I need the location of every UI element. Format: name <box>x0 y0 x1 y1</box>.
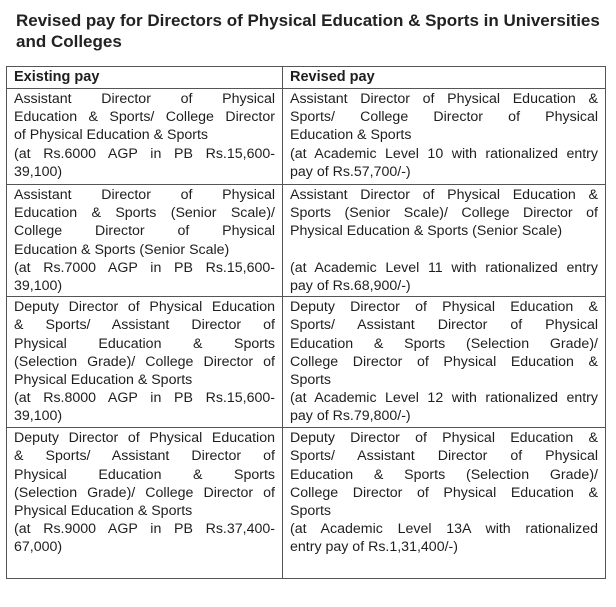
text-line: 67,000) <box>14 539 63 556</box>
text-line: Physical Education & Sports <box>14 372 193 389</box>
text-line: College Director of Physical Education & <box>290 484 598 501</box>
text-line: pay of Rs.57,700/-) <box>290 163 411 180</box>
title-line-1: Revised pay for Directors of Physical Education & Sports in Universities <box>16 11 600 30</box>
text-line: Education & Sports/ College Director <box>14 109 275 126</box>
text-line: (at Rs.9000 AGP in PB Rs.37,400- <box>14 521 275 538</box>
blank-line <box>290 241 598 259</box>
document-title <box>16 10 612 52</box>
revised-pay-cell <box>283 185 606 297</box>
text-line: entry pay of Rs.1,31,400/-) <box>290 539 458 556</box>
table-row <box>7 185 606 297</box>
text-line: (Selection Grade)/ College Director of <box>14 484 275 501</box>
text-line: Physical Education & Sports (Senior Scale) <box>290 223 563 240</box>
text-line: Deputy Director of Physical Education & <box>290 299 598 316</box>
existing-pay-cell <box>7 89 283 185</box>
text-line: Sports/ Assistant Director of Physical <box>290 448 598 465</box>
text-line: 39,100) <box>14 278 63 295</box>
text-line: Sports/ College Director of Physical <box>290 109 598 126</box>
revised-pay-cell <box>283 297 606 428</box>
text-line: (at Rs.7000 AGP in PB Rs.15,600- <box>14 259 275 276</box>
text-line: (Selection Grade)/ College Director of <box>14 353 275 370</box>
text-line: Physical Education & Sports <box>14 503 193 520</box>
text-line: of Physical Education & Sports <box>14 127 208 144</box>
text-line: (at Academic Level 13A with rationalized <box>290 521 598 538</box>
pay-revision-table <box>6 66 606 579</box>
existing-pay-cell <box>7 185 283 297</box>
text-line: Sports (Senior Scale)/ College Director of <box>290 205 598 222</box>
text-line: Physical Education & Sports <box>14 466 275 483</box>
text-line: College Director of Physical Education & <box>290 353 598 370</box>
text-line: (at Rs.8000 AGP in PB Rs.15,600- <box>14 390 275 407</box>
text-line: (at Academic Level 11 with rationalized entry <box>290 259 598 276</box>
text-line: Education & Sports <box>290 127 412 144</box>
title-line-2: and Colleges <box>16 32 122 51</box>
revised-pay-cell <box>283 89 606 185</box>
text-line: pay of Rs.68,900/-) <box>290 278 411 294</box>
text-line: Education & Sports (Selection Grade)/ <box>290 466 598 483</box>
table-row <box>7 428 606 579</box>
text-line: Assistant Director of Physical <box>14 187 275 203</box>
existing-pay-cell <box>7 428 283 579</box>
text-line: Deputy Director of Physical Education <box>14 299 275 316</box>
text-line: Sports <box>290 372 332 389</box>
text-line: Deputy Director of Physical Education & <box>290 430 598 447</box>
header-revised-pay: Revised pay <box>283 67 606 89</box>
text-line: 39,100) <box>14 163 63 180</box>
text-line: Assistant Director of Physical Education & <box>290 187 598 203</box>
text-line: (at Academic Level 10 with rationalized entry <box>290 145 598 162</box>
text-line: Assistant Director of Physical <box>14 91 275 107</box>
text-line: Assistant Director of Physical Education & <box>290 91 598 107</box>
text-line: Physical Education & Sports <box>14 335 275 352</box>
text-line: Education & Sports (Selection Grade)/ <box>290 335 598 352</box>
text-line: Deputy Director of Physical Education <box>14 430 275 447</box>
text-line: Education & Sports (Senior Scale) <box>14 241 230 258</box>
revised-pay-cell <box>283 428 606 579</box>
table-header-row <box>7 67 606 89</box>
existing-pay-cell <box>7 297 283 428</box>
text-line: & Sports/ Assistant Director of <box>14 448 275 465</box>
header-existing-pay: Existing pay <box>7 67 283 89</box>
text-line: (at Academic Level 12 with rationalized entry <box>290 390 598 407</box>
text-line: pay of Rs.79,800/-) <box>290 408 411 425</box>
text-line: & Sports/ Assistant Director of <box>14 317 275 334</box>
text-line: Sports/ Assistant Director of Physical <box>290 317 598 334</box>
text-line: Education & Sports (Senior Scale)/ <box>14 205 275 222</box>
text-line: (at Rs.6000 AGP in PB Rs.15,600- <box>14 145 275 162</box>
table-row <box>7 89 606 185</box>
text-line: 39,100) <box>14 408 63 425</box>
table-row <box>7 297 606 428</box>
text-line: College Director of Physical <box>14 223 275 240</box>
text-line: Sports <box>290 503 332 520</box>
